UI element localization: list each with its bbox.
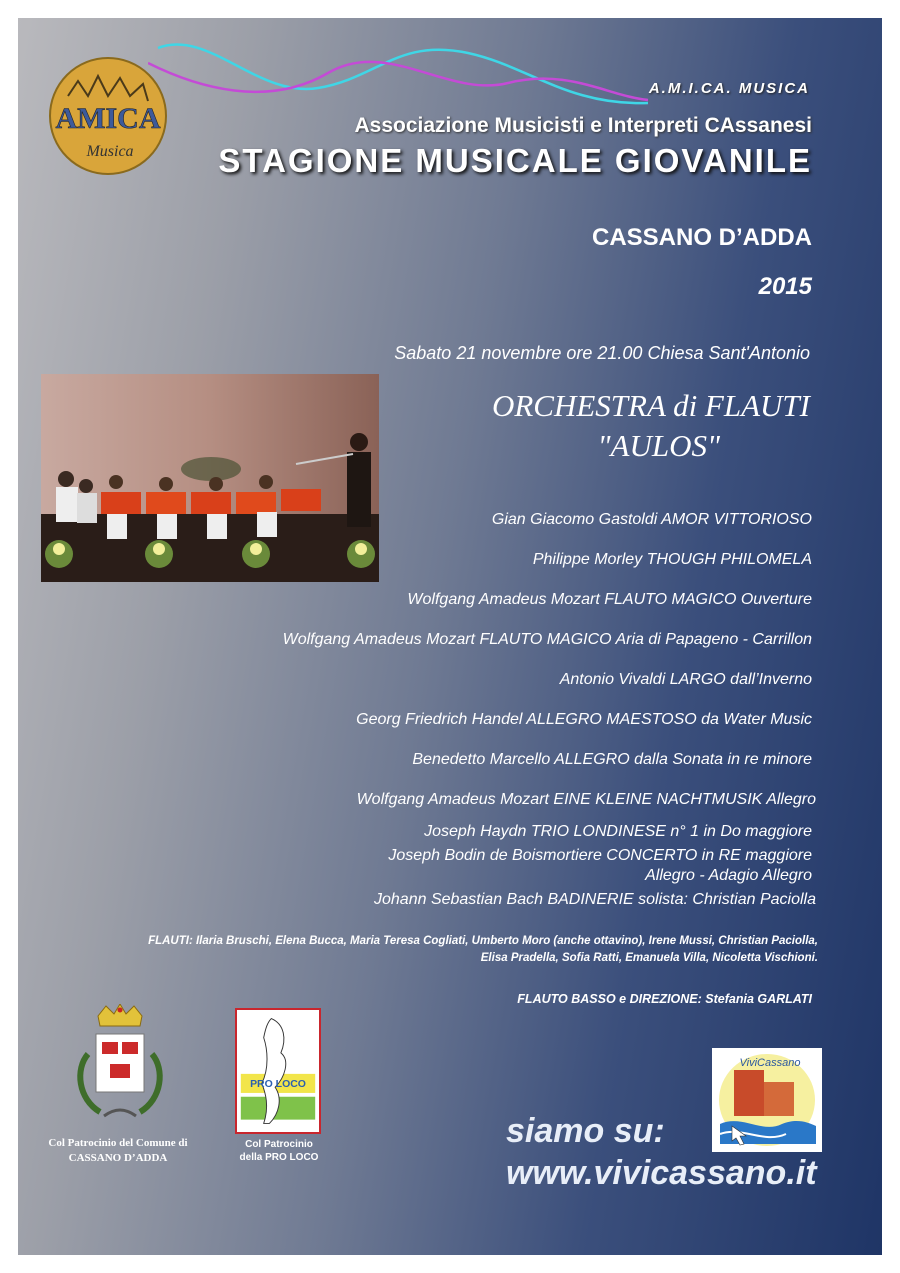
event-title-line2: "AULOS": [597, 428, 720, 463]
proloco-logo: [235, 1008, 321, 1134]
direction-credit: FLAUTO BASSO e DIREZIONE: Stefania GARLATI: [517, 992, 812, 1006]
vivicassano-logo: [712, 1048, 822, 1152]
comune-crest: [70, 1004, 170, 1129]
program-item: Wolfgang Amadeus Mozart EINE KLEINE NACHTMUSIK Allegro: [356, 791, 816, 808]
program-item: Benedetto Marcello ALLEGRO dalla Sonata in re minore: [412, 751, 812, 768]
program-item: Wolfgang Amadeus Mozart FLAUTO MAGICO Aria di Papageno - Carrillon: [282, 631, 812, 648]
event-title-line1: ORCHESTRA di FLAUTI: [491, 388, 810, 423]
orchestra-photo: [41, 374, 379, 582]
music-wave-graphic: [148, 28, 668, 128]
proloco-patronage-caption: [223, 1138, 335, 1164]
program-item: Philippe Morley THOUGH PHILOMELA: [532, 551, 812, 568]
program-item: Allegro - Adagio Allegro: [645, 867, 812, 884]
proloco-caption-line1: Col Patrocinio: [245, 1139, 313, 1150]
logo-text-bottom: Musica: [86, 143, 134, 160]
org-short-name: A.M.I.CA. MUSICA: [648, 80, 810, 97]
season-year: 2015: [758, 273, 812, 300]
proloco-logo-text: PRO LOCO: [250, 1079, 306, 1091]
amica-logo: [48, 56, 168, 176]
comune-patronage-caption: [20, 1136, 216, 1166]
program-item: Antonio Vivaldi LARGO dall’Inverno: [559, 671, 812, 688]
program-item: Johann Sebastian Bach BADINERIE solista: Christian Paciolla: [374, 891, 816, 908]
season-title: STAGIONE MUSICALE GIOVANILE: [218, 142, 812, 179]
poster: [18, 18, 882, 1255]
social-prompt: siamo su:: [506, 1112, 665, 1150]
program-item: Wolfgang Amadeus Mozart FLAUTO MAGICO Ouverture: [407, 591, 812, 608]
event-datetime: Sabato 21 novembre ore 21.00 Chiesa Sant'Antonio: [394, 343, 810, 363]
proloco-caption-line2: della PRO LOCO: [239, 1152, 319, 1163]
performers-line1: FLAUTI: Ilaria Bruschi, Elena Bucca, Maria Teresa Cogliati, Umberto Moro (anche ottavino), Irene Mussi, Christian Paciolla,: [148, 935, 818, 947]
performers-list: [52, 933, 818, 967]
program-item: Gian Giacomo Gastoldi AMOR VITTORIOSO: [491, 511, 812, 528]
logo-text-top: AMICA: [55, 102, 161, 135]
program-item: Joseph Haydn TRIO LONDINESE n° 1 in Do maggiore: [424, 823, 812, 840]
program-item: Georg Friedrich Handel ALLEGRO MAESTOSO da Water Music: [356, 711, 812, 728]
website-link[interactable]: www.vivicassano.it: [506, 1154, 817, 1192]
vivi-logo-text: ViviCassano: [739, 1057, 801, 1069]
comune-caption-line1: Col Patrocinio del Comune di: [48, 1137, 188, 1149]
program-item: Joseph Bodin de Boismortiere CONCERTO in RE maggiore: [388, 847, 812, 864]
performers-line2: Elisa Pradella, Sofia Ratti, Emanuela Villa, Nicoletta Vischioni.: [480, 952, 818, 964]
comune-caption-line2: CASSANO D’ADDA: [68, 1152, 168, 1164]
city-name: CASSANO D’ADDA: [591, 224, 812, 251]
org-full-name: Associazione Musicisti e Interpreti CAssanesi: [354, 114, 812, 137]
